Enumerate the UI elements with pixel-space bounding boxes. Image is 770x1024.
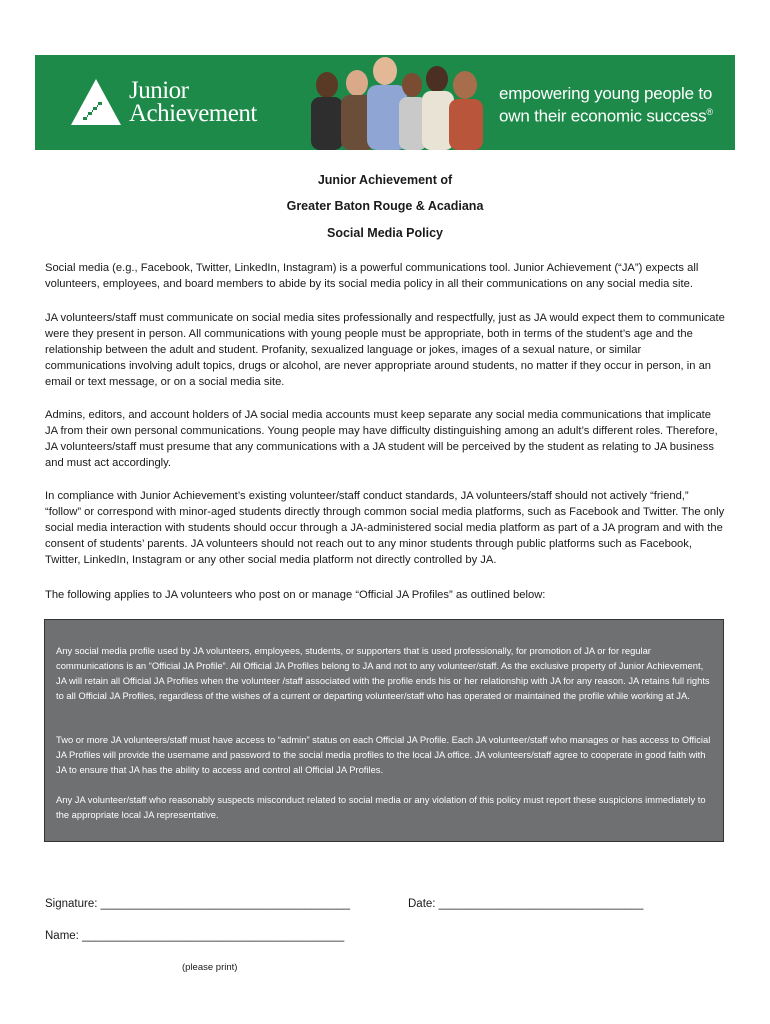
paragraph-compliance: In compliance with Junior Achievement’s existing volunteer/staff conduct standards, JA volunteers/staff should not actively “friend,” “follow” or correspond with minor-aged students directly through common social media platforms, such as Facebook and Twitter. The only social media interaction with students should occur through a JA-administered social media platform as part of a JA program and with the consent of students’ parents. JA volunteers should not reach out to any minor students through public platforms such as Facebook, Twitter, LinkedIn, Instagram or any other social media platform not directly controlled by JA. [45,490,725,566]
title-line-1: Junior Achievement of [317,173,453,187]
group-photo [297,55,487,150]
logo-wordmark [129,79,257,125]
tagline [499,85,713,126]
paragraph-intro: Social media (e.g., Facebook, Twitter, LinkedIn, Instagram) is a powerful communications tool. Junior Achievement (“JA”) expects all volunteers, employees, and board members to abide by its social media policy in all their communications on any social media site. [45,262,699,290]
date-line[interactable]: Date: ________________________________ [408,898,644,910]
title-line-2: Greater Baton Rouge & Acadiana [286,199,484,213]
print-note: (please print) [182,962,238,973]
official-profiles-box [44,619,724,842]
tagline-line-2-text: own their economic success [499,106,707,126]
tagline-line-1: empowering young people to [499,84,713,103]
header-banner [35,55,735,150]
ja-triangle-icon [69,77,123,127]
tagline-line-2 [499,103,713,126]
ja-logo [69,77,309,133]
logo-line-1: Junior [129,77,189,104]
name-line[interactable]: Name: _________________________________________ [45,930,345,942]
box-paragraph-2: Two or more JA volunteers/staff must have access to “admin” status on each Official JA Profile. Each JA volunteer/staff who manages or has access to Official JA Profiles will provide the username and password to the social media profiles to the local JA office. JA volunteers/staff agree to cooperate in good faith with JA to ensure that JA has the ability to access and control all Official JA Profiles. [56,734,711,775]
box-paragraph-3: Any JA volunteer/staff who reasonably suspects misconduct related to social media or any violation of this policy must report these suspicions immediately to the appropriate local JA representative. [56,794,706,820]
tagline-registered: ® [706,107,713,117]
paragraph-conduct: JA volunteers/staff must communicate on social media sites professionally and respectfully, just as JA would expect them to communicate were they present in person. All communications with young people must be appropriate, both in terms of the student’s age and the relationship between the adult and student. Profanity, sexualized language or jokes, images of a sexual nature, or similar communications involving adult topics, drugs or alcohol, are never appropriate around students, no matter if they occur in person, in an email or text message, or on a social media site. [45,312,725,388]
logo-line-2: Achievement [129,100,257,127]
title-line-3: Social Media Policy [326,226,443,240]
paragraph-separation: Admins, editors, and account holders of JA social media accounts must keep separate any social media communications that implicate JA from their own personal communications. Young people may have difficulty distinguishing among an adult’s different roles. Therefore, JA volunteers/staff must presume that any communications with a JA student will be perceived by the student as relating to JA business and must act accordingly. [45,409,718,469]
signature-line[interactable]: Signature: _______________________________________ [45,898,351,910]
box-paragraph-1: Any social media profile used by JA volunteers, employees, students, or supporters that is used professionally, for promotion of JA or for regular communications is an “Official JA Profile”. All Official JA Profiles belong to JA and not to any volunteer/staff. As the exclusive property of Junior Achievement, JA will retain all Official JA Profiles when the volunteer /staff associated with the profile ends his or her relationship with JA for any reason. JA retains full rights to all Official JA Profiles, regardless of the wishes of a current or departing volunteer/staff who has operated or maintained the profile while working at JA. [56,645,710,701]
paragraph-following: The following applies to JA volunteers who post on or manage “Official JA Profiles” as outlined below: [45,589,546,601]
